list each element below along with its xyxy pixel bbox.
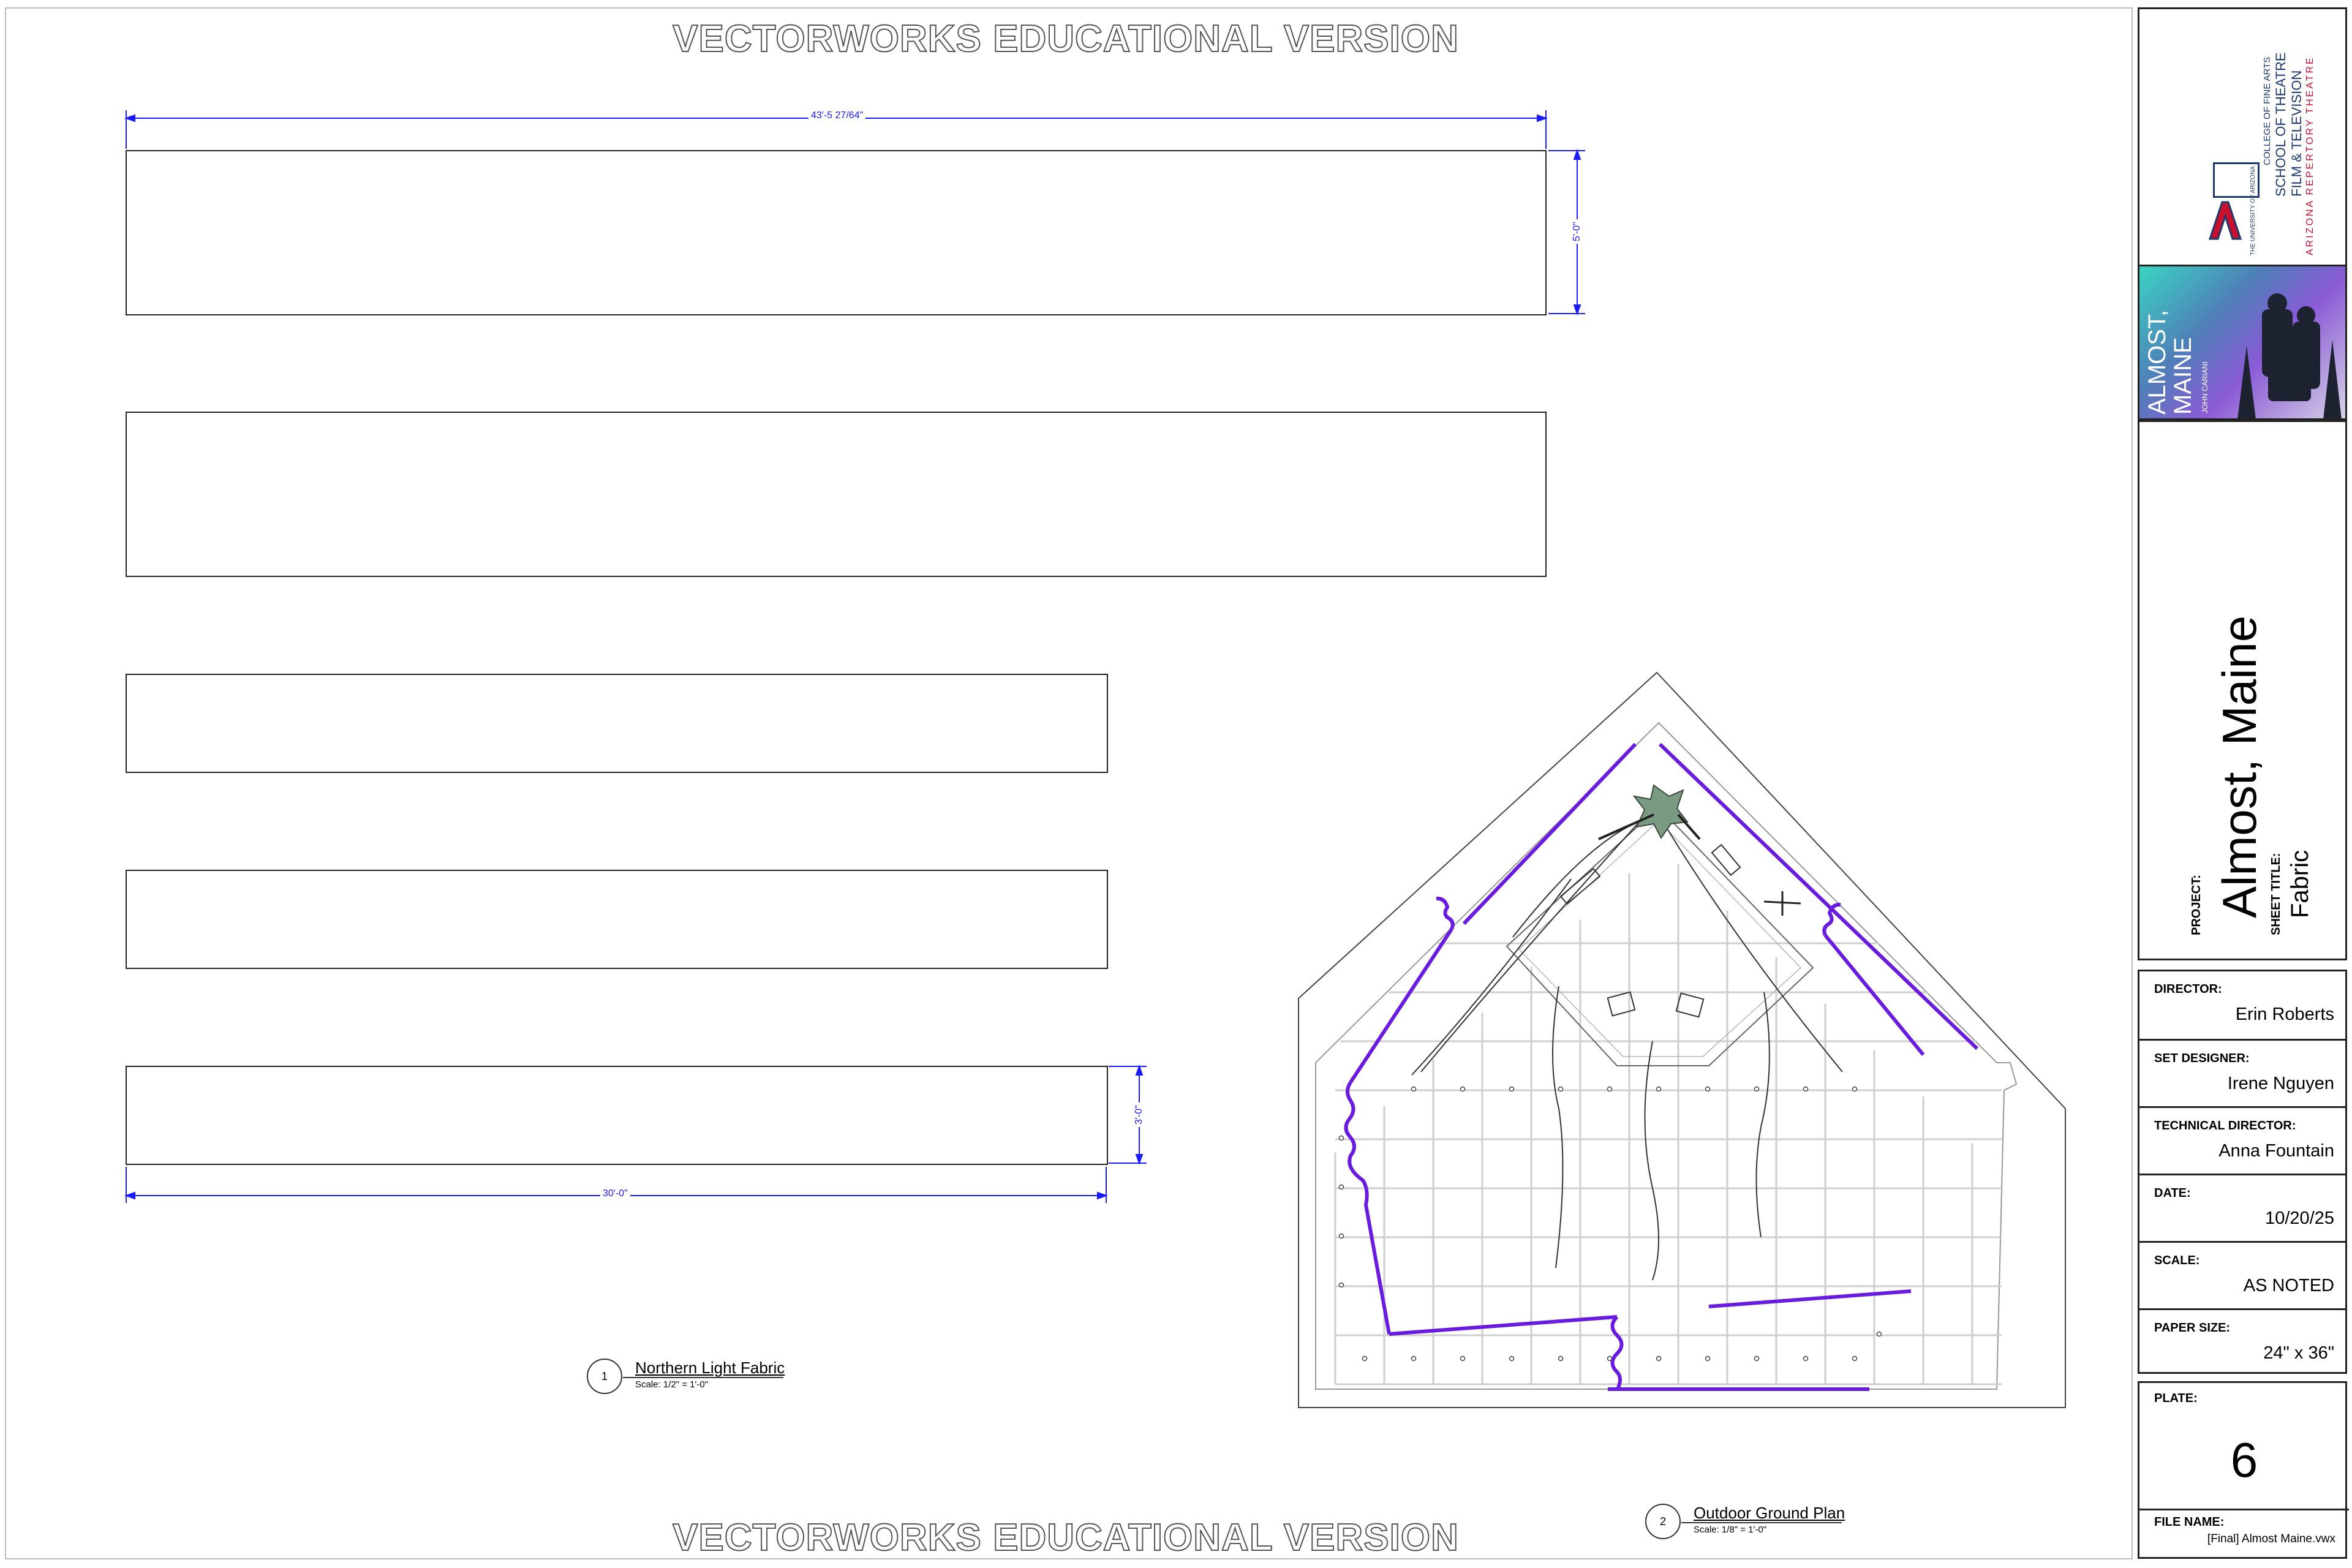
logo-theatre-text: ARIZONA REPERTORY THEATRE (2305, 56, 2315, 255)
dimension-long-height: 5'-0" (1572, 219, 1583, 244)
grid-dot (1340, 1283, 1344, 1287)
callout-number-1: 1 (587, 1359, 622, 1394)
university-logo-icon (2207, 199, 2244, 242)
grid-dot (1853, 1087, 1857, 1091)
title-block-field (2139, 1241, 2345, 1310)
dimension-short-height: 3'-0" (1134, 1102, 1145, 1127)
grid-dot (1608, 1087, 1612, 1091)
callout-scale-1: Scale: 1/2" = 1'-0" (635, 1379, 708, 1390)
grid-dot (1657, 1087, 1661, 1091)
plate-number: 6 (2230, 1433, 2258, 1487)
plate-label: PLATE: (2154, 1392, 2198, 1405)
poster-silhouette-image (2225, 273, 2347, 420)
project-label: PROJECT: (2190, 875, 2203, 935)
title-block-field (2139, 1106, 2345, 1175)
callout-title-1: Northern Light Fabric (635, 1359, 785, 1377)
grid-dot (1461, 1357, 1465, 1361)
sheet-title-label: SHEET TITLE: (2269, 853, 2283, 935)
grid-dot (1510, 1087, 1514, 1091)
grid-dot (1877, 1332, 1882, 1336)
title-block-info-panel (2138, 970, 2347, 1374)
poster-title: ALMOST, MAINE (2144, 309, 2196, 415)
grid-dot (1755, 1087, 1759, 1091)
grid-dot (1412, 1357, 1416, 1361)
title-block-field (2139, 1039, 2345, 1108)
watermark-top: VECTORWORKS EDUCATIONAL VERSION (673, 18, 1459, 60)
grid-dot (1461, 1087, 1465, 1091)
logo-school-text: SCHOOL OF THEATRE (2273, 52, 2288, 197)
show-poster (2138, 265, 2347, 420)
grid-dot (1853, 1357, 1857, 1361)
field-label: DATE: (2154, 1186, 2191, 1200)
dimension-short-width: 30'-0" (600, 1188, 630, 1199)
grid-dot (1559, 1357, 1563, 1361)
field-value: 24" x 36" (2263, 1343, 2334, 1363)
title-block-logo-panel (2138, 7, 2347, 265)
field-value: AS NOTED (2243, 1276, 2334, 1295)
field-value: Anna Fountain (2218, 1141, 2334, 1161)
project-title: Almost, Maine (2212, 615, 2266, 918)
grid-dot (1363, 1357, 1367, 1361)
grid-dot (1706, 1087, 1710, 1091)
sheet-title: Fabric (2286, 850, 2313, 918)
field-value: Irene Nguyen (2227, 1074, 2334, 1093)
field-label: SCALE: (2154, 1254, 2200, 1267)
grid-dot (1412, 1087, 1416, 1091)
plate-divider (2139, 1509, 2349, 1510)
logo-college-text: COLLEGE OF FINE ARTS (2262, 56, 2272, 165)
callout-number-2: 2 (1645, 1504, 1681, 1539)
grid-dot (1804, 1357, 1808, 1361)
callout-scale-2: Scale: 1/8" = 1'-0" (1694, 1525, 1766, 1535)
grid-dot (1340, 1234, 1344, 1238)
file-name: [Final] Almost Maine.vwx (2207, 1532, 2335, 1545)
file-name-label: FILE NAME: (2154, 1515, 2225, 1529)
field-label: TECHNICAL DIRECTOR: (2154, 1119, 2296, 1133)
logo-university-text: THE UNIVERSITY OF ARIZONA (2250, 166, 2256, 255)
title-block-field (2139, 971, 2345, 1039)
field-value: Erin Roberts (2235, 1005, 2334, 1024)
title-block-plate-panel (2138, 1381, 2347, 1559)
title-block-field (2139, 1308, 2345, 1378)
grid-dot (1804, 1087, 1808, 1091)
tree-icon (1599, 785, 1700, 839)
grid-dot (1706, 1357, 1710, 1361)
grid-dot (1755, 1357, 1759, 1361)
watermark-bottom: VECTORWORKS EDUCATIONAL VERSION (673, 1517, 1459, 1559)
field-label: DIRECTOR: (2154, 982, 2222, 996)
grid-dot (1340, 1185, 1344, 1189)
title-block-project-panel (2138, 420, 2347, 960)
field-value: 10/20/25 (2265, 1208, 2334, 1228)
callout-title-2: Outdoor Ground Plan (1694, 1504, 1845, 1522)
school-logo-icon (2213, 162, 2260, 198)
grid-dot (1510, 1357, 1514, 1361)
field-label: PAPER SIZE: (2154, 1321, 2231, 1335)
grid-dot (1559, 1087, 1563, 1091)
grid-dot (1340, 1136, 1344, 1140)
dimension-long-width: 43'-5 27/64" (809, 110, 865, 121)
field-label: SET DESIGNER: (2154, 1052, 2250, 1065)
grid-dot (1608, 1357, 1612, 1361)
title-block-field (2139, 1174, 2345, 1243)
grid-dot (1657, 1357, 1661, 1361)
poster-author: JOHN CARIANI (2201, 361, 2209, 413)
logo-program-text: FILM & TELEVISION (2289, 70, 2304, 197)
ground-plan (1286, 662, 2082, 1421)
